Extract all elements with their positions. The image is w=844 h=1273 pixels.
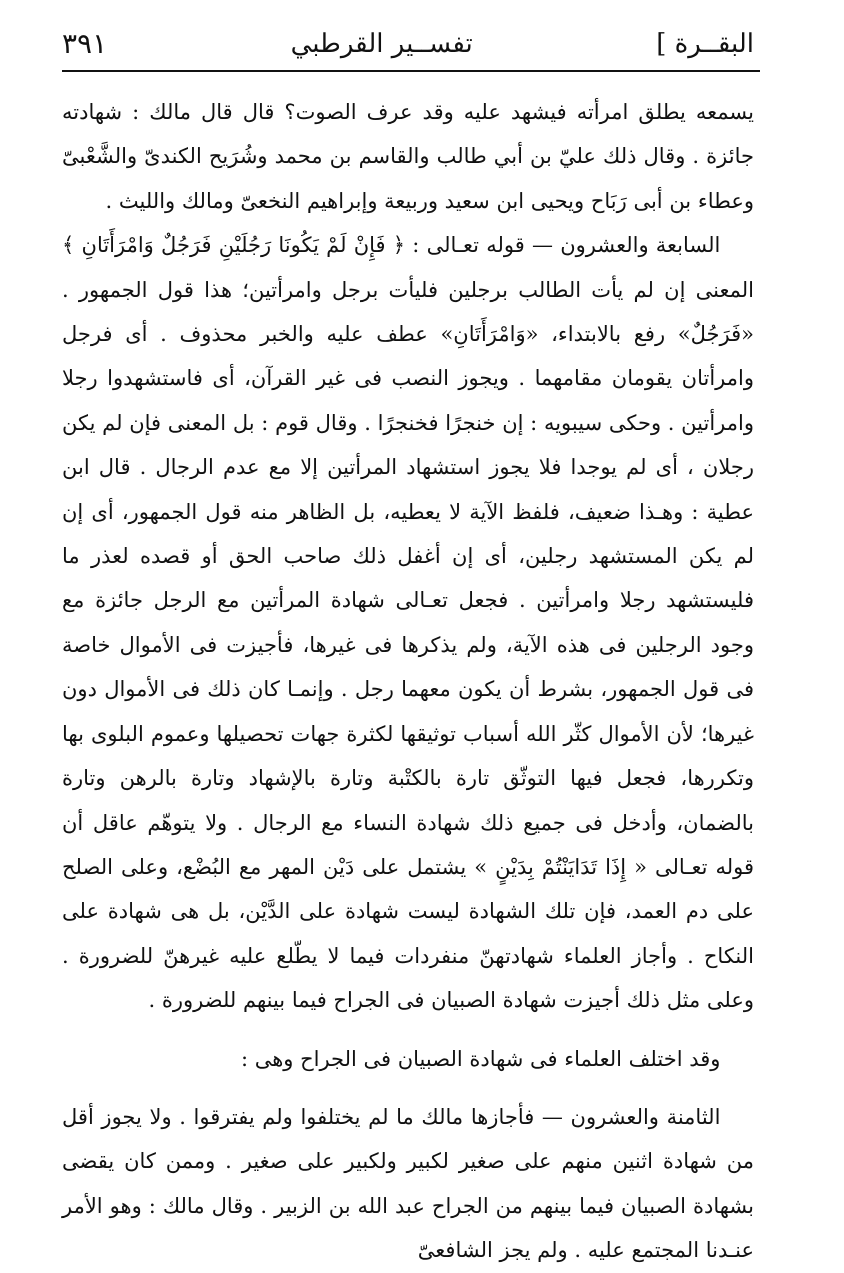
surah-label: البقــرة ] bbox=[656, 29, 754, 59]
paragraph-4: الثامنة والعشرون — فأجازها مالك ما لم يختلفوا ولم يفترقوا . ولا يجوز أقل من شهادة اثنين منهم على صغير لكبير ولكبير على صغير . وممن كان يقضى بشهادة الصبيان فيما بينهم من الجراح عبد الله بن الزبير . وقال مالك : وهو الأمر عنـدنا المجتمع عليه . ولم يجز الشافعىّ bbox=[62, 1104, 754, 1263]
header-rule bbox=[62, 70, 760, 72]
running-header bbox=[62, 24, 754, 64]
book-title: تفســير القرطبي bbox=[290, 29, 473, 59]
paragraph-2: السابعة والعشرون — قوله تعـالى : ﴿ فَإِنْ لَمْ يَكُونَا رَجُلَيْنِ فَرَجُلٌ وَامْرَأَتَانِ ﴾ المعنى إن لم يأت الطالب برجلين فليأت برجل وامرأتين؛ هذا قول الجمهور . «فَرَجُلٌ» رفع بالابتداء، «وَامْرَأَتَانِ» عطف عليه والخبر محذوف . أى فرجل وامرأتان يقومان مقامهما . ويجوز النصب فى غير القرآن، أى فاستشهدوا رجلا وامرأتين . وحكى سيبويه : إن خنجرًا فخنجرًا . وقال قوم : بل المعنى فإن لم يكن رجلان ، أى لم يوجدا فلا يجوز استشهاد المرأتين إلا مع عدم الرجال . قال ابن عطية : وهـذا ضعيف، فلفظ الآية لا يعطيه، بل الظاهر منه قول الجمهور، أى إن لم يكن المستشهد رجلين، أى إن أغفل ذلك صاحب الحق أو قصده لعذر ما فليستشهد رجلا وامرأتين . فجعل تعـالى شهادة المرأتين مع الرجل جائزة مع وجود الرجلين فى هذه الآية، ولم يذكرها فى غيرها، فأجيزت فى الأموال خاصة فى قول الجمهور، بشرط أن يكون معهما رجل . وإنمـا كان ذلك فى الأموال دون غيرها؛ لأن الأموال كثّر الله أسباب توثيقها لكثرة جهات تحصيلها وعموم البلوى بها وتكررها، فجعل فيها التوثّق تارة بالكتْبة وتارة بالإشهاد وتارة بالرهن وتارة بالضمان، وأدخل فى جميع ذلك شهادة النساء مع الرجال . ولا يتوهّم عاقل أن قوله تعـالى « إِذَا تَدَايَنْتُمْ بِدَيْنٍ » يشتمل على دَيْن المهر مع البُضْع، وعلى الصلح على دم العمد، فإن تلك الشهادة ليست شهادة على الدَّيْن، بل هى شهادة على النكاح . وأجاز العلماء شهادتهنّ منفردات فيما لا يطّلع عليه غيرهنّ للضرورة . وعلى مثل ذلك أجيزت شهادة الصبيان فى الجراح فيما بينهم للضرورة . bbox=[62, 233, 754, 1013]
paragraph-1: يسمعه يطلق امرأته فيشهد عليه وقد عرف الصوت؟ قال قال مالك : شهادته جائزة . وقال ذلك عليّ بن أبي طالب والقاسم بن محمد وشُرَيح الكندىّ والشَّعْبىّ وعطاء بن أبى رَبَاح ويحيى ابن سعيد وربيعة وإبراهيم النخعىّ ومالك والليث . bbox=[62, 100, 754, 213]
paragraph-3: وقد اختلف العلماء فى شهادة الصبيان فى الجراح وهى : bbox=[240, 1046, 721, 1071]
page-number: ٣٩١ bbox=[62, 27, 108, 60]
page-body bbox=[62, 90, 754, 1273]
